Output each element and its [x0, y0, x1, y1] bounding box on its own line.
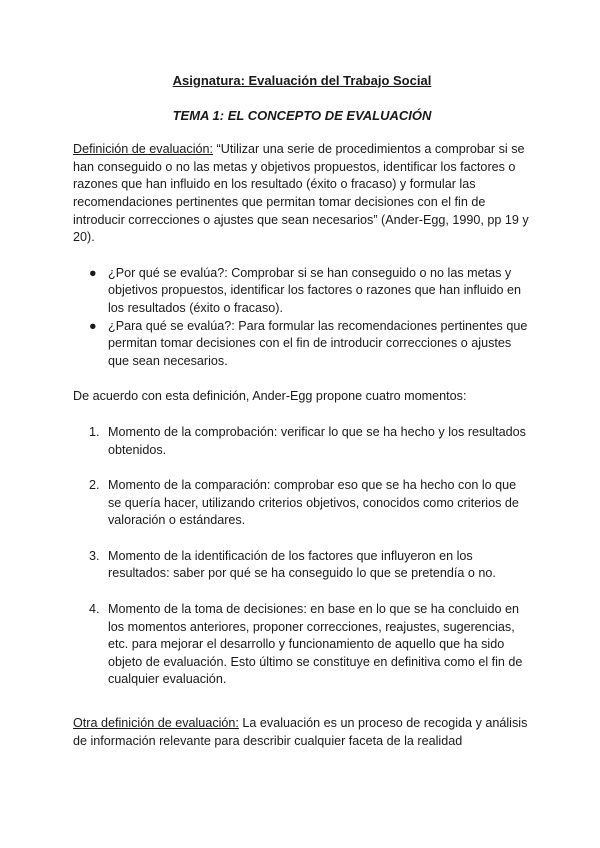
item-text: Momento de la comparación: comprobar eso que se ha hecho con lo que se quería hacer, utilizando criterios objetivos, conocidos como criterios de valoración o estándares. [108, 478, 519, 528]
bullet-icon: ● [89, 318, 97, 333]
moments-list [73, 424, 531, 689]
item-text: Momento de la identificación de los factores que influyeron en los resultados: saber por qué se ha conseguido lo que se pretendía o no. [108, 548, 496, 581]
list-item [73, 265, 531, 318]
bullet-text: ¿Por qué se evalúa?: Comprobar si se han conseguido o no las metas y objetivos propuestos, identificar los factores o razones que han influido en los resultados (éxito o fracaso). [108, 265, 522, 315]
item-number: 2. [89, 478, 100, 493]
second-definition-text: La evaluación es un proceso de recogida y análisis de información relevante para describir cualquier faceta de la realidad [73, 716, 528, 748]
list-item [73, 477, 531, 530]
list-item [73, 601, 531, 689]
document-page [73, 72, 531, 750]
second-definition-paragraph [73, 715, 531, 750]
definition-label: Definición de evaluación: [73, 142, 214, 157]
bullet-list [73, 265, 531, 371]
second-definition-label: Otra definición de evaluación: [73, 716, 239, 731]
list-item [73, 318, 531, 371]
definition-text: “Utilizar una serie de procedimientos a comprobar si se han conseguido o no las metas y objetivos propuestos, identificar los factores o razones que han influido en los resultado (éxito o fracaso) y formular las recomendaciones pertinentes que permitan tomar decisiones con el fin de introducir correcciones o ajustes que sean necesarios” (Ander-Egg, 1990, pp 19 y 20). [73, 142, 529, 245]
bullet-text: ¿Para qué se evalúa?: Para formular las recomendaciones pertinentes que permitan tomar decisiones con el fin de introducir correcciones o ajustes que sean necesarios. [108, 318, 528, 368]
item-text: Momento de la comprobación: verificar lo que se ha hecho y los resultados obtenidos. [108, 424, 526, 457]
definition-paragraph [73, 141, 531, 247]
list-item [73, 548, 531, 583]
bullet-icon: ● [89, 265, 97, 280]
document-title: Asignatura: Evaluación del Trabajo Social [172, 73, 432, 88]
item-number: 1. [89, 424, 100, 439]
list-item [73, 424, 531, 459]
item-number: 3. [89, 548, 100, 563]
item-text: Momento de la toma de decisiones: en base en lo que se ha concluido en los momentos anteriores, proponer correcciones, reajustes, sugerencias, etc. para mejorar el desarrollo y funcionamiento de aquello que ha sido objeto de evaluación. Esto último se constituye en definitiva como el fin de cualquier evaluación. [108, 602, 523, 687]
topic-heading: TEMA 1: EL CONCEPTO DE EVALUACIÓN [172, 107, 432, 123]
item-number: 4. [89, 602, 100, 617]
intro-paragraph: De acuerdo con esta definición, Ander-Egg propone cuatro momentos: [73, 389, 467, 404]
